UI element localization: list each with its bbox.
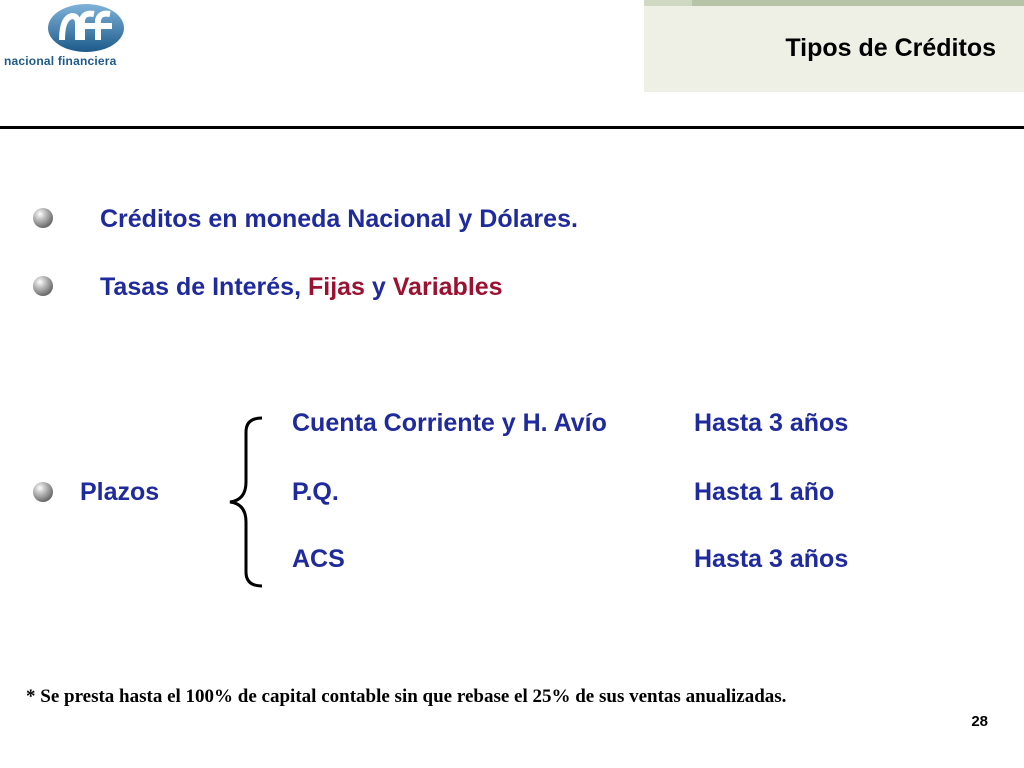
variable-rates: Variables xyxy=(392,273,503,301)
product-acs: ACS xyxy=(292,545,345,573)
nafin-logo-icon xyxy=(0,0,175,80)
product-cuenta-corriente: Cuenta Corriente y H. Avío xyxy=(292,409,607,437)
title-box xyxy=(644,0,1024,92)
nafin-logo xyxy=(0,0,175,80)
fixed-rates: Fijas xyxy=(307,273,365,301)
title-strip xyxy=(692,0,1024,6)
footnote: * Se presta hasta el 100% de capital contable sin que rebase el 25% de sus ventas anualizadas. xyxy=(26,686,787,707)
curly-brace-icon xyxy=(226,416,266,588)
term-acs: Hasta 3 años xyxy=(694,545,849,573)
bullet-text-rates xyxy=(100,273,503,302)
slide-title: Tipos de Créditos xyxy=(785,34,996,62)
logo-text: nacional financiera xyxy=(4,54,117,68)
bullet-icon xyxy=(33,208,53,228)
product-pq: P.Q. xyxy=(292,478,339,506)
rates-label: Tasas de Interés, xyxy=(100,273,308,301)
plazos-label: Plazos xyxy=(80,478,160,506)
term-cuenta-corriente: Hasta 3 años xyxy=(694,409,849,437)
header-divider xyxy=(0,126,1024,129)
bullet-icon xyxy=(33,482,53,502)
bullet-icon xyxy=(33,276,53,296)
term-pq: Hasta 1 año xyxy=(694,478,835,506)
page-number: 28 xyxy=(971,713,988,730)
bullet-text-currency: Créditos en moneda Nacional y Dólares. xyxy=(100,205,578,233)
rates-conjunction: y xyxy=(364,273,393,301)
